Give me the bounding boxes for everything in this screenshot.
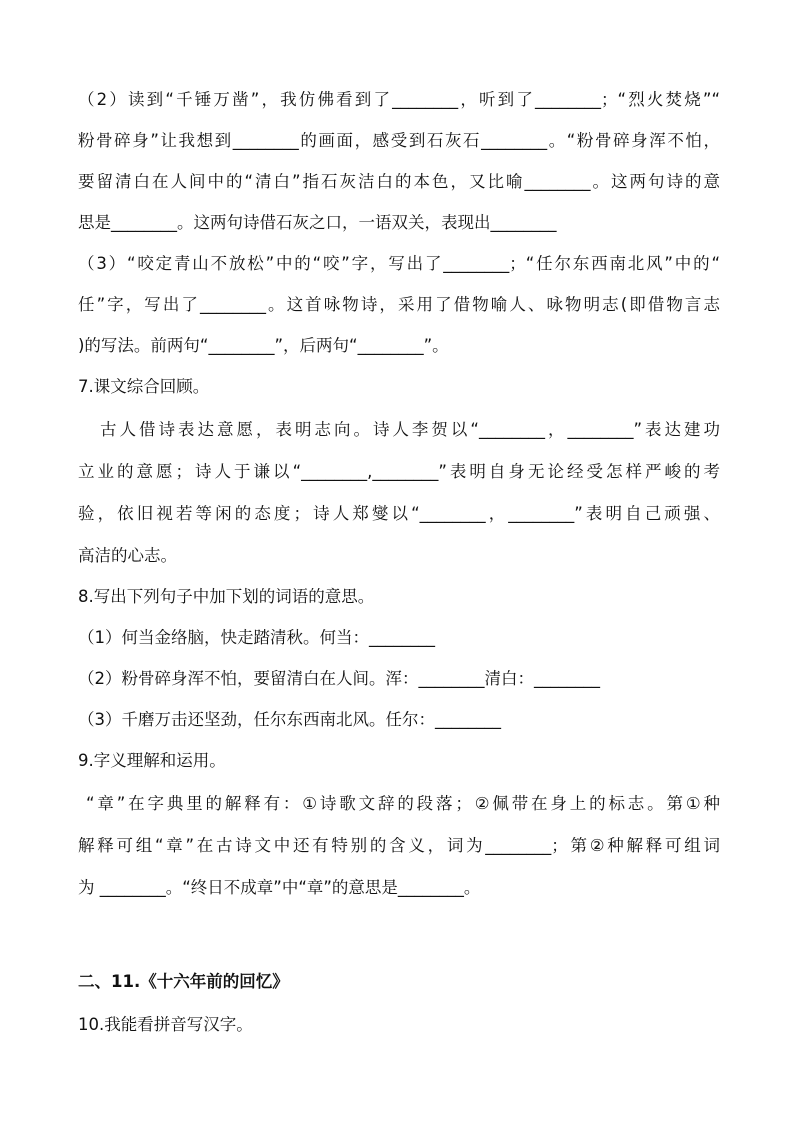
- q8-item1: （1）何当金络脑，快走踏清秋。何当：________: [78, 628, 435, 647]
- q6-part2-line4: 思是________。这两句诗借石灰之口，一语双关，表现出________: [78, 213, 557, 232]
- q8-item3: （3）千磨万击还坚劲，任尔东西南北风。任尔：________: [78, 710, 501, 729]
- q7-heading: 7.课文综合回顾。: [78, 377, 210, 396]
- q8-item2: （2）粉骨碎身浑不怕，要留清白在人间。浑：________清白：________: [78, 669, 600, 688]
- q8-heading: 8.写出下列句子中加下划的词语的意思。: [78, 587, 375, 606]
- q7-line3: 验，依旧视若等闲的态度；诗人郑燮以“________，________”表明自己顽强、: [78, 504, 720, 523]
- q7-line2: 立业的意愿；诗人于谦以“________,________”表明自身无论经受怎样严峻的考: [78, 462, 720, 481]
- q7-line4: 高洁的心志。: [78, 546, 177, 565]
- q6-part2-line1: （2）读到“千锤万凿”，我仿佛看到了________，听到了________；“烈火焚烧”“: [78, 90, 720, 109]
- q9-line3: 为 ________。“终日不成章”中“章”的意思是________。: [78, 878, 481, 897]
- q6-part3-line3: )的写法。前两句“________”，后两句“________”。: [78, 336, 449, 355]
- q9-line1: “章”在字典里的解释有：①诗歌文辞的段落；②佩带在身上的标志。第①种: [86, 794, 720, 813]
- q6-part2-line3: 要留清白在人间中的“清白”指石灰洁白的本色，又比喻________。这两句诗的意: [78, 172, 720, 191]
- q6-part2-line2: 粉骨碎身”让我想到________的画面，感受到石灰石________。“粉骨碎身浑不怕，: [78, 131, 720, 150]
- q6-part3-line2: 任”字，写出了________。这首咏物诗，采用了借物喻人、咏物明志(即借物言志: [78, 295, 720, 314]
- q10-heading: 10.我能看拼音写汉字。: [78, 1015, 253, 1034]
- q9-line2: 解释可组“章”在古诗文中还有特别的含义，词为________；第②种解释可组词: [78, 836, 720, 855]
- q9-heading: 9.字义理解和运用。: [78, 751, 226, 770]
- section-heading: 二、11.《十六年前的回忆》: [78, 972, 289, 991]
- q6-part3-line1: （3）“咬定青山不放松”中的“咬”字，写出了________；“任尔东西南北风”中的“: [78, 254, 720, 273]
- q7-line1: 古人借诗表达意愿，表明志向。诗人李贺以“________，________”表达建功: [100, 420, 720, 439]
